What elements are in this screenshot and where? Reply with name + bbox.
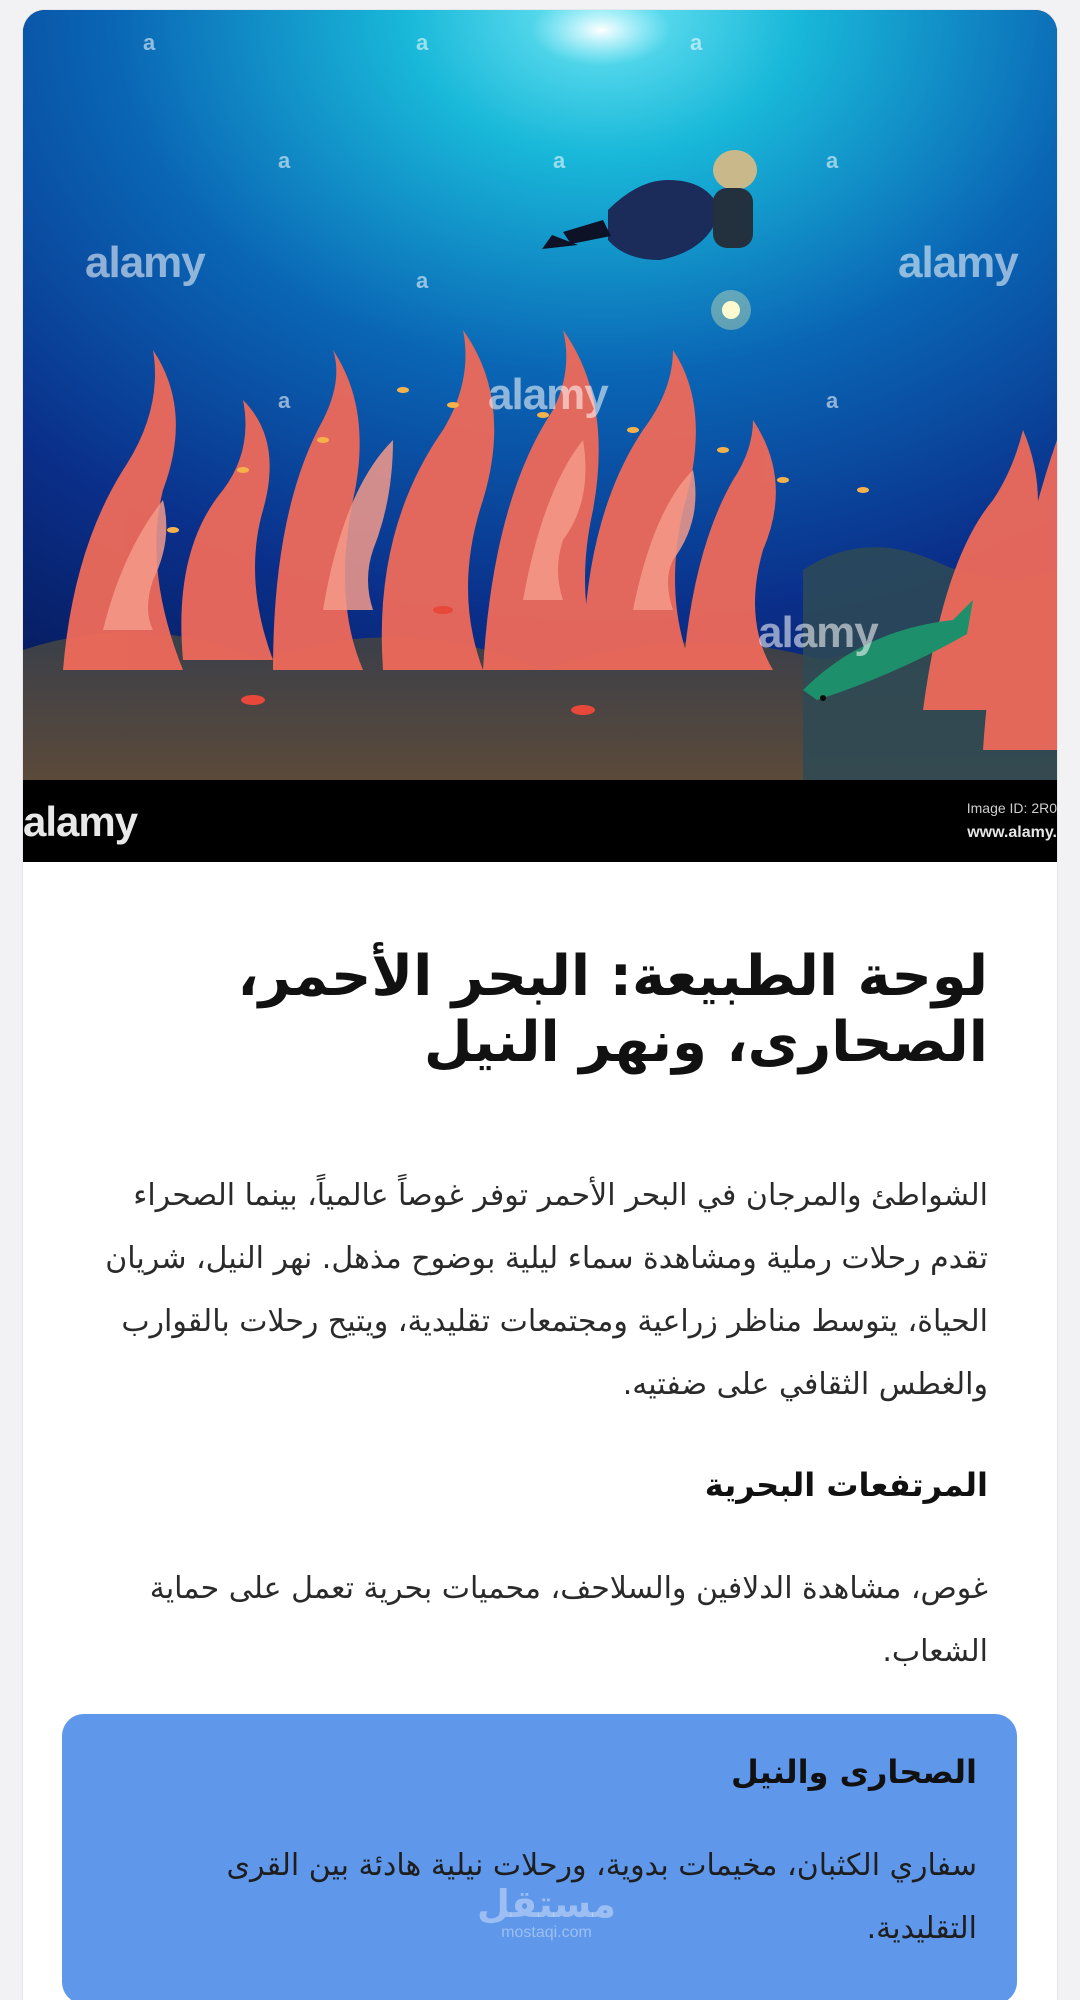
- watermark-letter: a: [143, 30, 156, 55]
- credit-site-url: www.alamy.: [967, 824, 1057, 841]
- credit-image-id: Image ID: 2R0: [966, 800, 1057, 816]
- article-title: لوحة الطبيعة: البحر الأحمر، الصحارى، ونهر النيل: [237, 944, 988, 1075]
- watermark-latin: mostaqi.com: [501, 1924, 592, 1941]
- article-card: [23, 10, 1057, 2000]
- watermark-letter: a: [826, 388, 839, 413]
- watermark-letter: a: [553, 148, 566, 173]
- image-credit-bar: [23, 780, 1057, 862]
- watermark-arabic: مستقل: [477, 1882, 616, 1926]
- watermark-letter: a: [278, 388, 291, 413]
- section-marine-title: المرتفعات البحرية: [704, 1466, 988, 1504]
- watermark-brand: alamy: [898, 238, 1018, 287]
- watermark-brand: alamy: [488, 370, 608, 419]
- credit-brand-logo: alamy: [23, 798, 138, 845]
- underwater-coral-photo: [23, 10, 1057, 862]
- watermark-letter: a: [826, 148, 839, 173]
- watermark-letter: a: [690, 30, 703, 55]
- hero-image: [23, 10, 1057, 862]
- section-marine-text: غوص، مشاهدة الدلافين والسلاحف، محميات بحرية تعمل على حماية الشعاب.: [149, 1571, 988, 1669]
- watermark-brand: alamy: [758, 608, 878, 657]
- watermark-letter: a: [416, 268, 429, 293]
- watermark-brand: alamy: [85, 238, 205, 287]
- watermark-letter: a: [278, 148, 291, 173]
- watermark-letter: a: [416, 30, 429, 55]
- section-desert-text: سفاري الكثبان، مخيمات بدوية، ورحلات نيلية هادئة بين القرى التقليدية.: [226, 1848, 977, 1946]
- section-desert-card: [62, 1714, 1017, 2000]
- article-description: الشواطئ والمرجان في البحر الأحمر توفر غوصاً عالمياً، بينما الصحراء تقدم رحلات رملية ومشاهدة سماء ليلية بوضوح مذهل. نهر النيل، شريان الحياة، يتوسط مناظر زراعية ومجتمعات تقليدية، ويتيح رحلات بالقوارب والغطس الثقافي على ضفتيه.: [105, 1178, 988, 1402]
- section-desert-title: الصحارى والنيل: [730, 1753, 977, 1791]
- mostaql-watermark: [477, 1884, 616, 1942]
